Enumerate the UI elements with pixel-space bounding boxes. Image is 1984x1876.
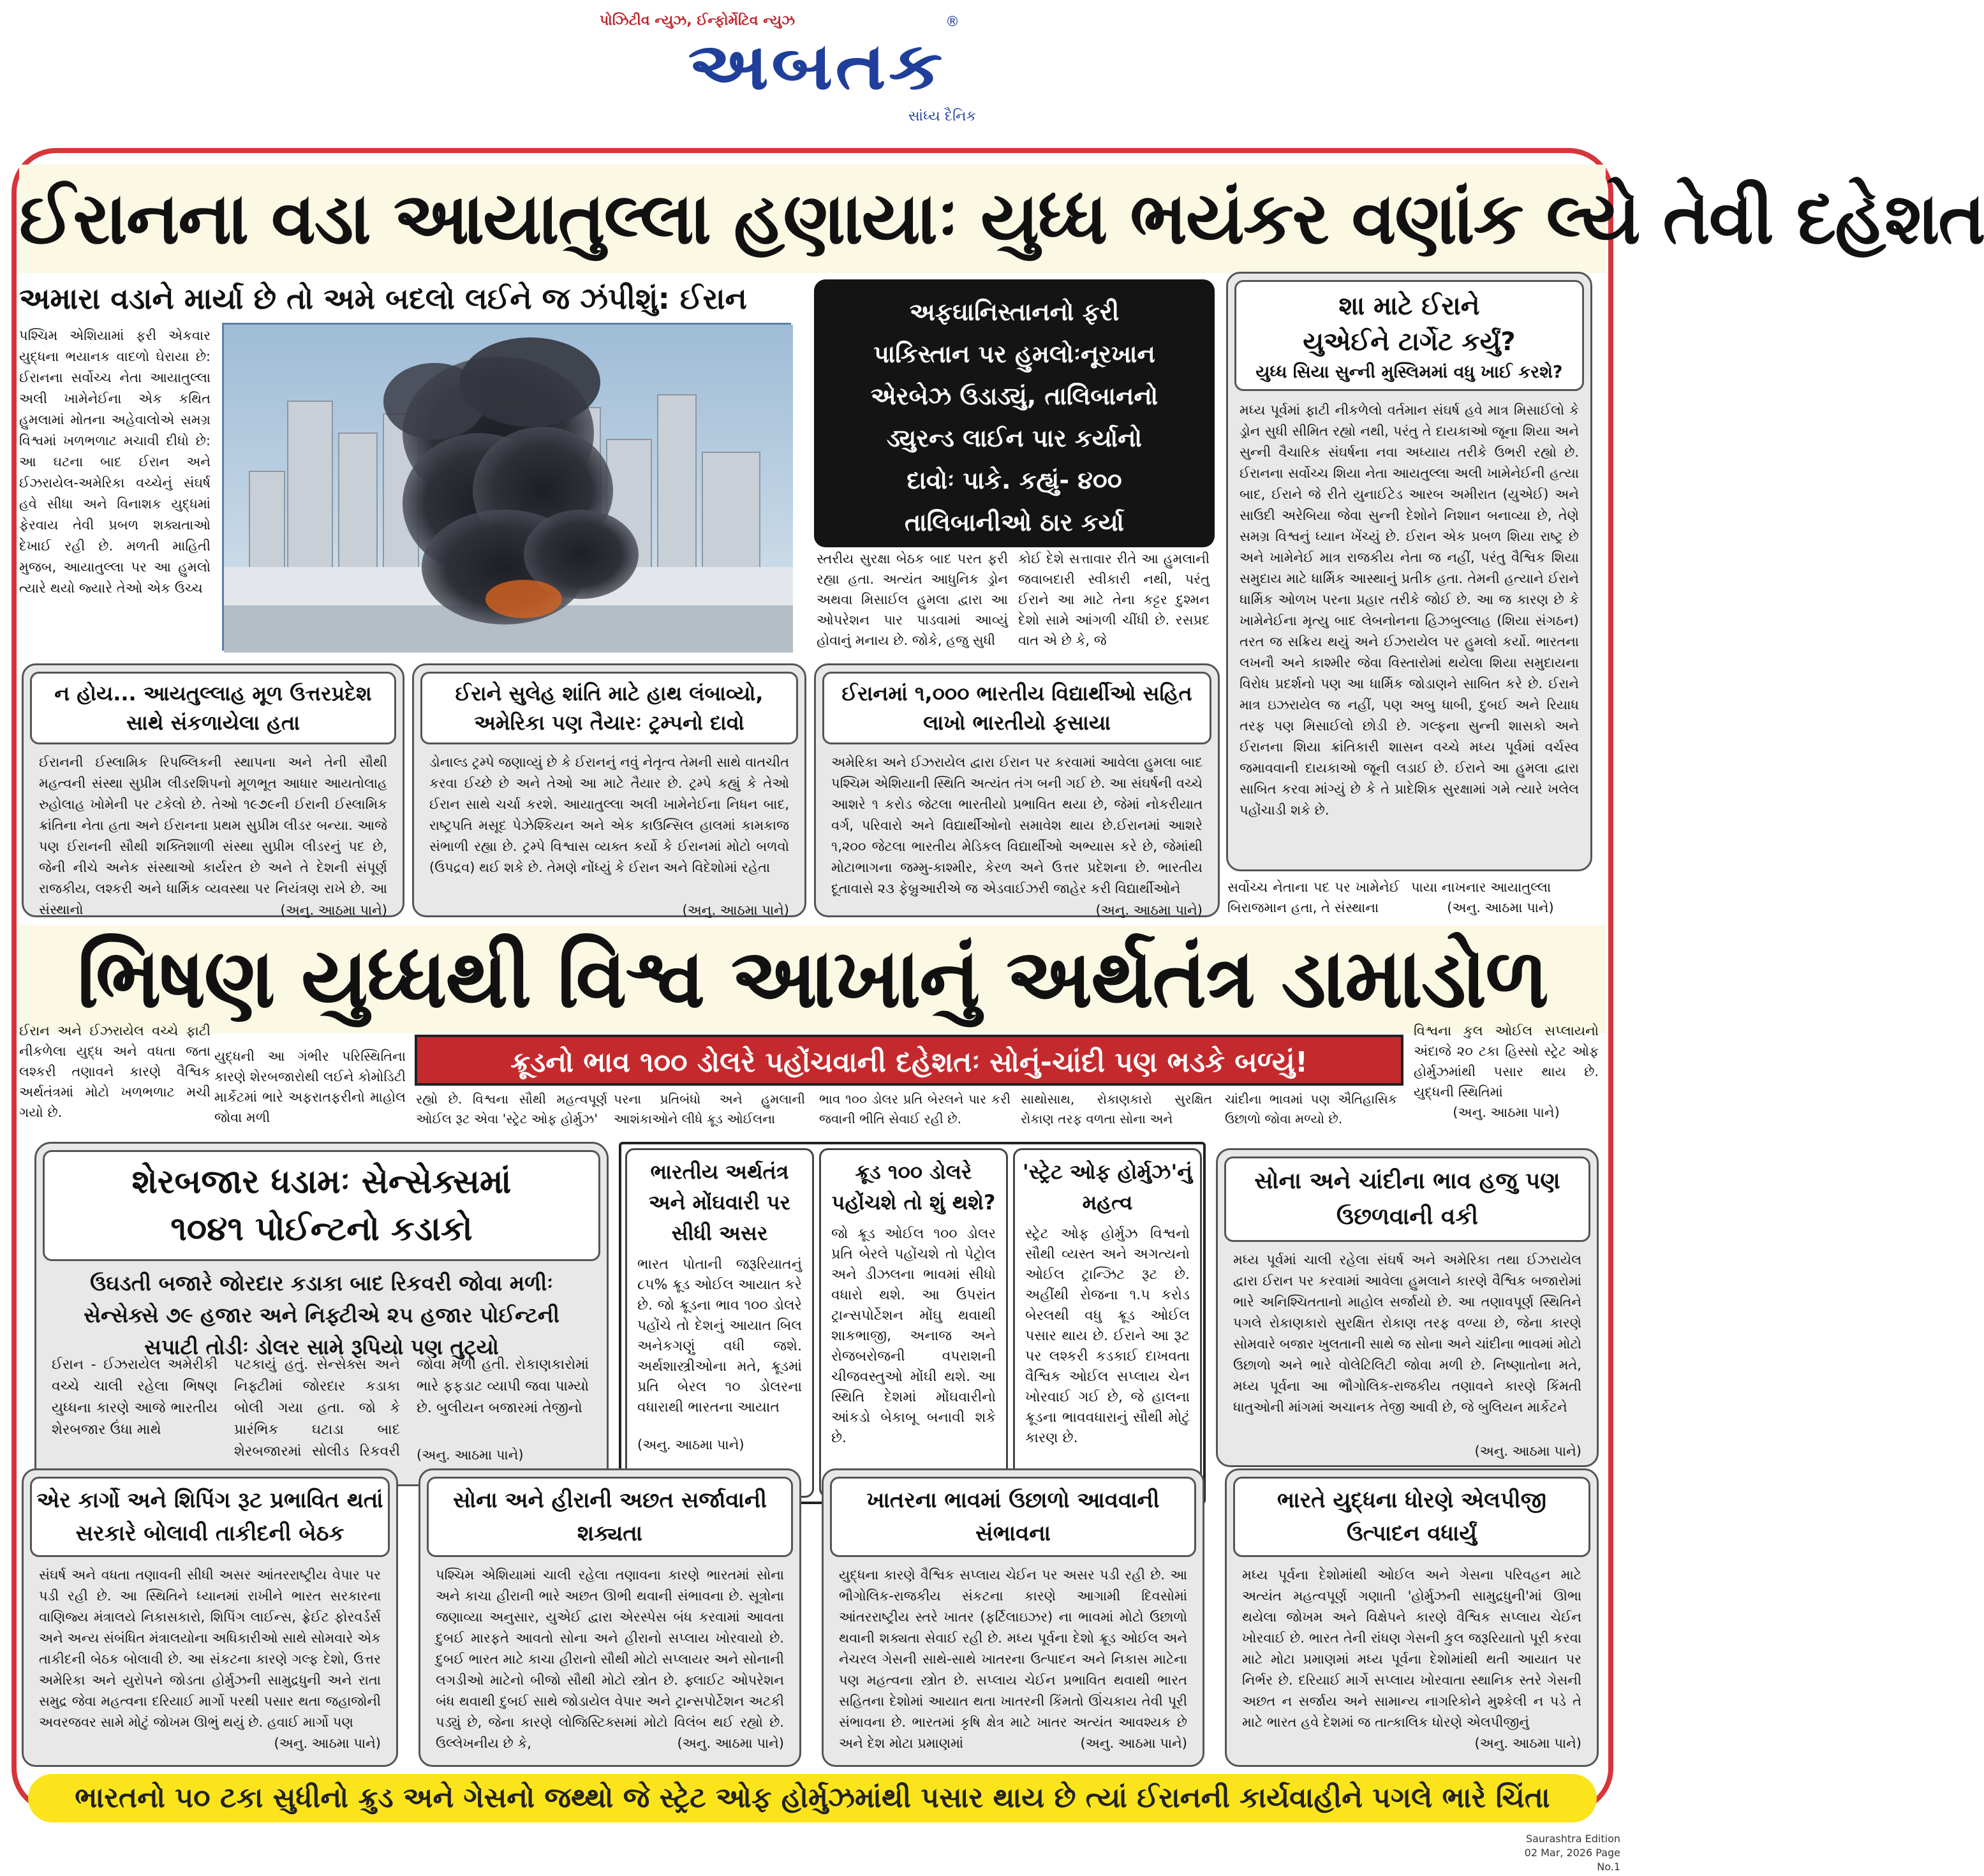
econ-column-3: રહ્યો છે. વિશ્વના સૌથી મહત્વપૂર્ણ ઓઈલ રૂટ એવા 'સ્ટ્રેટ ઓફ હોર્મુઝ' — [416, 1091, 607, 1126]
continued-note: (અનુ. આઠમા પાને) — [280, 903, 387, 918]
afghanistan-headline-line: અફઘાનિસ્તાનનો ફરી — [909, 298, 1120, 326]
air-cargo-text: સંઘર્ષ અને વધતા તણાવની સીધી અસર આંતરરાષ્ટ્રીય વેપાર પર પડી રહી છે. આ સ્થિતિને ધ્યાનમાં રાખીને ભારત સરકારના વાણિજ્ય મંત્રાલયે નિકાસકારો, શિપિંગ લાઈન્સ, ફ્રેઈટ ફોરવર્ડર્સ અને અન્ય સંબંધિત મંત્રાલયોના અધિકારીઓ સાથે સોમવારે એક તાકીદની બેઠક બોલાવી છે. આ સંકટના કારણે ગલ્ફ દેશો, ઉત્તર અમેરિકા અને યુરોપને જોડતા હોર્મુઝની સામુદ્રધુની અને રાતા સમુદ્ર જેવા મહત્વના દરિયાઈ માર્ગો પરથી પસાર થતા જહાજોની અવરજવર સામે મોટું જોખમ ઊભું થયું છે. હવાઈ માર્ગો પણ — [39, 1567, 381, 1730]
lead-column-2: સ્તરીય સુરક્ષા બેઠક બાદ પરત ફરી રહ્યા હતા. અત્યંત આધુનિક ડ્રોન અથવા મિસાઈલ હુમલા દ્વારા આ ઓપરેશન પાર પાડવામાં આવ્યું હોવાનું મનાય છે. જોકે, હજુ સુધી — [817, 551, 1008, 648]
indian-students-box — [814, 663, 1220, 917]
ayatollah-up-box — [22, 663, 404, 917]
edition-name: Saurashtra Edition — [1525, 1833, 1620, 1845]
continued-note: (અનુ. આઠમા પાને) — [417, 1447, 524, 1463]
continued-note: (અનુ. આઠમા પાને) — [1453, 1105, 1560, 1120]
uae-box-text: મધ્ય પૂર્વમાં ફાટી નીકળેલો વર્તમાન સંઘર્ષ હવે માત્ર મિસાઈલો કે ડ્રોન સુધી સીમિત રહ્યો નથી, પરંતુ તે દાયકાઓ જૂના શિયા અને સુન્ની વૈચારિક સંઘર્ષના નવા અધ્યાય તરીકે ઉભરી રહ્યો છે. ઈરાનના સર્વોચ્ચ શિયા નેતા આયતુલ્લા અલી ખામેનેઈની હત્યા બાદ, ઈરાને જે રીતે યુનાઈટેડ આરબ અમીરાત (યુએઈ) અને સાઉદી અરેબિયા જેવા સુન્ની દેશોને નિશાન બનાવ્યા છે, તેણે સમગ્ર વિશ્વનું ધ્યાન ખેંચ્યું છે. ઈરાન એક પ્રબળ શિયા રાષ્ટ્ર છે અને ખામેનેઈ માત્ર રાજકીય નેતા જ નહીં, પરંતુ વૈશ્વિક શિયા સમુદાય માટે ધાર્મિક આસ્થાનું પ્રતીક હતા. તેમની હત્યાને ઈરાને ધાર્મિક ઓળખ પરના પ્રહાર તરીકે જોઈ છે. આ જ કારણ છે કે ખામેનેઈના મૃત્યુ બાદ લેબનોનના હિઝબુલ્લાહ (શિયા સંગઠન) તરત જ સક્રિય થયું અને ઈઝરાયેલ પર હુમલો કર્યો. ભારતના લખનૌ અને કાશ્મીર જેવા વિસ્તારોમાં થયેલા શિયા સમુદાયના વિરોધ પ્રદર્શનો પણ આ ધાર્મિક જોડાણને સાબિત કરે છે. ઈરાને માત્ર ઇઝરાયેલ જ નહીં, પણ અબુ ધાબી, દુબઈ અને રિયાધ તરફ પણ મિસાઈલો છોડી છે. ગલ્ફના સુન્ની શાસકો અને ઈરાનના શિયા ક્રાંતિકારી શાસન વચ્ચે મધ્ય પૂર્વમાં વર્ચસ્વ જમાવવાની દાયકાઓ જૂની લડાઈ છે. ઈરાને આ હુમલા દ્વારા સાબિત કરવા માંગ્યું છે કે તે પ્રાદેશિક સુરક્ષામાં ગમે ત્યારે ખલેલ પહોંચાડી શકે છે. — [1240, 403, 1579, 818]
lead-column-5-text: પાયા નાખનાર આયાતુલ્લા — [1411, 880, 1551, 895]
uae-box-title-1: શા માટે ઈરાને — [1338, 292, 1480, 321]
indian-economy-text: ભારત પોતાની જરૂરિયાતનું ૮૫% ક્રૂડ ઓઈલ આયાત કરે છે. જો ક્રૂડના ભાવ ૧૦૦ ડોલરે પહોંચે તો દેશનું આયાત બિલ અનેકગણું વધી જશે. અર્થશાસ્ત્રીઓના મતે, ક્રૂડમાં પ્રતિ બેરલ ૧૦ ડોલરના વધારાથી ભારતના આયાત — [637, 1257, 802, 1415]
afghanistan-headline-line: ડ્યુરન્ડ લાઈન પાર કર્યાનો — [887, 424, 1142, 452]
lead-column-1: પશ્ચિમ એશિયામાં ફરી એકવાર યુદ્ધના ભયાનક વાદળો ઘેરાયા છે: ઈરાનના સર્વોચ્ચ નેતા આયાતુલ્લા અલી ખામેનેઈના એક કથિત હુમલામાં મોતના અહેવાલોએ સમગ્ર વિશ્વમાં ખળભળાટ મચાવી દીધો છે: આ ઘટના બાદ ઈરાન અને ઈઝરાયેલ-અમેરિકા વચ્ચેનું સંઘર્ષ હવે સીધા અને વિનાશક યુદ્ધમાં ફેરવાય તેવી પ્રબળ શક્યતાઓ દેખાઈ રહી છે. મળતી માહિતી મુજબ, આયાતુલ્લા પર આ હુમલો ત્યારે થયો જ્યારે તેઓ એક ઉચ્ચ — [19, 328, 211, 596]
afghanistan-headline-line: એરબેઝ ઉડાડ્યું, તાલિબાનનો — [870, 382, 1159, 410]
econ-column-7: ચાંદીના ભાવમાં પણ ઐતિહાસિક ઉછાળો જોવા મળ્યો છે. — [1225, 1091, 1397, 1126]
trump-claim-box — [412, 663, 806, 917]
sensex-subheadline: ઉઘડતી બજારે જોરદાર કડાકા બાદ રિકવરી જોવા મળીઃ સેન્સેક્સે ૭૯ હજાર અને નિફ્ટીએ ૨૫ હજાર પોઈન્ટની સપાટી તોડીઃ ડોલર સામે રૂપિયો પણ તુટ્યો — [84, 1271, 559, 1359]
lead-subheadline: અમારા વડાને માર્યા છે તો અમે બદલો લઈને જ ઝંપીશું: ઈરાન — [19, 281, 747, 316]
registered-mark: ® — [945, 14, 959, 30]
air-cargo-title: એર કાર્ગો અને શિપિંગ રૂટ પ્રભાવિત થતાં સરકારે બોલાવી તાકીદની બેઠક — [30, 1477, 390, 1557]
afghanistan-story-box — [814, 279, 1215, 547]
econ-column-1: ઈરાન અને ઈઝરાયેલ વચ્ચે ફાટી નીકળેલા યુદ્ધ અને વધતા જતા લશ્કરી તણાવને કારણે વૈશ્વિક અર્થતંત્રમાં મોટો ખળભળાટ મચી ગયો છે. — [19, 1023, 211, 1120]
fertilizer-box — [822, 1468, 1204, 1767]
lpg-production-title: ભારતે યુદ્ધના ધોરણે એલપીજી ઉત્પાદન વધાર્યું — [1233, 1477, 1590, 1557]
continued-note: (અનુ. આઠમા પાને) — [1095, 903, 1203, 918]
uae-box-title-2: યુએઈને ટાર્ગેટ કર્યું? — [1303, 327, 1516, 357]
sensex-title-2: ૧૦૪૧ પોઈન્ટનો કડાકો — [170, 1210, 473, 1248]
afghanistan-headline-line: દાવોઃ પાકે. કહ્યું- ૪૦૦ — [907, 466, 1122, 494]
economy-headline: ભિષણ યુધ્ધથી વિશ્વ આખાનું અર્થતંત્ર ડામાડોળ — [19, 925, 1606, 1033]
crude-100-title: ક્રૂડ ૧૦૦ ડોલરે પહોંચશે તો શું થશે? — [831, 1160, 996, 1215]
lpg-production-box — [1225, 1468, 1599, 1767]
afghanistan-headline-line: પાકિસ્તાન પર હુમલોઃનૂરખાન — [873, 340, 1155, 368]
fertilizer-title: ખાતરના ભાવમાં ઉછાળો આવવાની સંભાવના — [830, 1477, 1196, 1557]
crude-100-cell — [819, 1148, 1008, 1498]
indian-economy-title: ભારતીય અર્થતંત્ર અને મોંઘવારી પર સીધી અસર — [648, 1160, 791, 1245]
crude-impact-table — [619, 1142, 1206, 1504]
crude-100-text: જો ક્રૂડ ઓઈલ ૧૦૦ ડોલર પ્રતિ બેરલે પહોંચશે તો પેટ્રોલ અને ડીઝલના ભાવમાં સીધો વધારો થશે. આ ઉપરાંત ટ્રાન્સપોર્ટેશન મોંઘુ થવાથી શાકભાજી, અનાજ અને રોજબરોજની વપરાશની ચીજવસ્તુઓ મોંઘી થશે. આ સ્થિતિ દેશમાં મોંઘવારીનો આંકડો બેકાબૂ બનાવી શકે છે. — [831, 1226, 996, 1446]
hormuz-concern-banner: ભારતનો ૫૦ ટકા સુધીનો ક્રુડ અને ગેસનો જથ્થો જે સ્ટ્રેટ ઓફ હોર્મુઝમાંથી પસાર થાય છે ત્યાં ઈરાનની કાર્યવાહીને પગલે ભારે ચિંતા — [28, 1774, 1597, 1822]
continued-note: (અનુ. આઠમા પાને) — [637, 1437, 744, 1452]
lead-column-3: કોઈ દેશે સત્તાવાર રીતે આ હુમલાની જવાબદારી સ્વીકારી નથી, પરંતુ ઈરાને આ માટે તેના કટ્ટર દુશ્મન દેશો સામે આંગળી ચીંધી છે. રસપ્રદ વાત એ છે કે, જે — [1018, 551, 1210, 648]
newspaper-logo: અબતક — [688, 29, 945, 105]
continued-note: (અનુ. આઠમા પાને) — [677, 1736, 784, 1751]
sensex-col-3: જોવા મળી હતી. રોકાણકારોમાં ભારે ફફડાટ વ્યાપી જવા પામ્યો છે. બુલીયન બજારમાં તેજીનો — [417, 1357, 589, 1416]
uae-target-box — [1226, 272, 1592, 871]
hormuz-importance-text: સ્ટ્રેટ ઓફ હોર્મુઝ વિશ્વનો સૌથી વ્યસ્ત અને અગત્યનો ઓઈલ ટ્રાન્ઝિટ રૂટ છે. અહીંથી રોજના ૧.૫ કરોડ બેરલથી વધુ ક્રૂડ ઓઈલ પસાર થાય છે. ઈરાને આ રૂટ પર લશ્કરી કડકાઈ દાખવતા વૈશ્વિક ઓઈલ સપ્લાય ચેન ખોરવાઈ ગઈ છે, જે હાલના ક્રૂડના ભાવવધારાનું સૌથી મોટું કારણ છે. — [1025, 1226, 1190, 1446]
continued-note: (અનુ. આઠમા પાને) — [274, 1736, 381, 1751]
sensex-col-1: ઈરાન - ઈઝરાયેલ અમેરીકી વચ્ચે ચાલી રહેલા ભિષણ યુધ્ધના કારણે આજે ભારતીય શેરબજાર ઉંધા માથે — [52, 1357, 218, 1438]
smoke-photo-image — [224, 325, 793, 653]
lead-column-4: સર્વોચ્ચ નેતાના પદ પર ખામેનેઈ બિરાજમાન હતા, તે સંસ્થાના — [1227, 880, 1400, 915]
sensex-box — [34, 1142, 609, 1486]
indian-students-text: અમેરિકા અને ઈઝરાયેલ દ્વારા ઈરાન પર કરવામાં આવેલા હુમલા બાદ પશ્ચિમ એશિયાની સ્થિતિ અત્યંત તંગ બની ગઈ છે. આ સંઘર્ષની વચ્ચે આશરે ૧ કરોડ જેટલા ભારતીયો પ્રભાવિત થયા છે, જેમાં નોકરીયાત વર્ગ, પરિવારો અને વિદ્યાર્થીઓનો સમાવેશ થાય છે.ઈરાનમાં આશરે ૧,૨૦૦ જેટલા ભારતીય મેડિકલ વિદ્યાર્થીઓ અભ્યાસ કરે છે, જેમાંથી મોટાભાગના જમ્મુ-કાશ્મીર, કેરળ અને ઉત્તર પ્રદેશના છે. ભારતીય દૂતાવાસે ૨૩ ફેબ્રુઆરીએ જ એડવાઈઝરી જાહેર કરી વિદ્યાર્થીઓને — [831, 755, 1203, 896]
sensex-col-2: પટકાયું હતું. સેન્સેક્સ અને નિફ્ટીમાં જોરદાર કડાકા બોલી ગયા હતા. જો કે પ્રારંભિક ઘટાડા બાદ શેરબજારમાં સોલીડ રિકવરી — [234, 1357, 400, 1459]
diamond-shortage-box — [418, 1468, 801, 1767]
econ-column-4: પરના પ્રતિબંધો અને હુમલાની આશંકાઓને લીધે ક્રૂડ ઓઈલના — [614, 1091, 805, 1126]
indian-economy-cell — [625, 1148, 814, 1498]
edition-footer — [1499, 1832, 1620, 1874]
econ-column-8 — [1414, 1021, 1599, 1135]
edition-type: સાંધ્ય દૈનિક — [908, 108, 976, 124]
diamond-shortage-title: સોના અને હીરાની અછત સર્જાવાની શક્યતા — [427, 1477, 793, 1557]
edition-date-page: 02 Mar, 2026 Page No.1 — [1524, 1847, 1620, 1873]
ayatollah-up-title: ન હોય... આયતુલ્લાહ મૂળ ઉત્તરપ્રદેશ સાથે સંકળાયેલા હતા — [30, 672, 396, 744]
diamond-shortage-text: પશ્ચિમ એશિયામાં ચાલી રહેલા તણાવના કારણે ભારતમાં સોના અને કાચા હીરાની ભારે અછત ઊભી થવાની સંભાવના છે. સૂત્રોના જણાવ્યા અનુસાર, યુએઈ દ્વારા એરસ્પેસ બંધ કરવામાં આવતા દુબઈ મારફતે આવતો સોના અને હીરાનો સપ્લાય ખોરવાયો છે. દુબઈ ભારત માટે કાચા હીરાનો સૌથી મોટો સપ્લાયર અને સોનાની લગડીઓ માટેનો બીજો સૌથી મોટો સ્ત્રોત છે. ફ્લાઈટ ઓપરેશન બંધ થવાથી દુબઈ સાથે જોડાયેલ વેપાર અને ટ્રાન્સપોર્ટેશન અટકી પડ્યું છે, જેના કારણે લોજિસ્ટિક્સમાં મોટો વિલંબ થઈ રહ્યો છે. ઉલ્લેખનીય છે કે, — [436, 1567, 784, 1751]
main-headline: ઈરાનના વડા આયાતુલ્લા હણાયાઃ યુધ્ધ ભયંકર વણાંક લ્યે તેવી દહેશત — [19, 165, 1606, 273]
econ-column-5: ભાવ ૧૦૦ ડોલર પ્રતિ બેરલને પાર કરી જવાની ભીતિ સેવાઈ રહી છે. — [819, 1091, 1011, 1126]
masthead-tagline: પોઝિટીવ ન્યુઝ, ઈન્ફોર્મેટિવ ન્યુઝ — [600, 13, 796, 29]
afghanistan-headline-line: તાલિબાનીઓ ઠાર કર્યા — [905, 508, 1124, 536]
air-cargo-box — [22, 1468, 398, 1767]
sensex-title-block — [43, 1150, 600, 1261]
econ-column-8-text: વિશ્વના કુલ ઓઈલ સપ્લાયનો અંદાજે ૨૦ ટકા હિસ્સો સ્ટ્રેટ ઓફ હોર્મુઝમાંથી પસાર થાય છે. યુદ્ધની સ્થિતિમાં — [1414, 1023, 1599, 1100]
continued-note: (અનુ. આઠમા પાને) — [682, 903, 789, 918]
sensex-title-1: શેરબજાર ધડામઃ સેન્સેક્સમાં — [131, 1163, 512, 1201]
gold-silver-title: સોના અને ચાંદીના ભાવ હજુ પણ ઉછળવાની વકી — [1224, 1156, 1590, 1242]
smoke-photo — [222, 323, 791, 651]
trump-claim-text: ડોનાલ્ડ ટ્રમ્પે જણાવ્યું છે કે ઈરાનનું નવું નેતૃત્વ તેમની સાથે વાતચીત કરવા ઈચ્છે છે અને તેઓ આ માટે તૈયાર છે. ટ્રમ્પે કહ્યું કે તેઓ ઈરાન સાથે ચર્ચા કરશે. આયાતુલ્લા અલી ખામેનેઈના નિધન બાદ, રાષ્ટ્રપતિ મસૂદ પેઝેશ્કિયન અને એક કાઉન્સિલ હાલમાં કામકાજ સંભાળી રહ્યા છે. ટ્રમ્પે વિશ્વાસ વ્યક્ત કર્યો કે ઈરાનમાં મોટો બળવો (ઉપદ્રવ) થઈ શકે છે. તેમણે નોંધ્યું કે ઈરાન અને વિદેશોમાં રહેતા — [429, 755, 789, 875]
continued-note: (અનુ. આઠમા પાને) — [1447, 900, 1554, 915]
ayatollah-up-text: ઈરાનની ઈસ્લામિક રિપબ્લિકની સ્થાપના અને તેની સૌથી મહત્વની સંસ્થા સુપ્રીમ લીડરશિપનો મૂળભૂત આધાર આયતોલાહ રુહોલાહ ખોમેની પર ટકેલો છે. તેઓ ૧૯૭૯ની ઈરાની ઈસ્લામિક ક્રાંતિના નેતા હતા અને ઈરાનના પ્રથમ સુપ્રીમ લીડર બન્યા. આજે પણ ઈરાનની સૌથી શક્તિશાળી સંસ્થા સુપ્રીમ લીડરનું પદ છે, જેની નીચે અનેક સંસ્થાઓ કાર્યરત છે અને તે દેશની સંપૂર્ણ રાજકીય, લશ્કરી અને ધાર્મિક વ્યવસ્થા પર નિયંત્રણ રાખે છે. આ સંસ્થાનો — [39, 755, 387, 917]
indian-students-title: ઈરાનમાં ૧,૦૦૦ ભારતીય વિદ્યાર્થીઓ સહિત લાખો ભારતીયો ફસાયા — [822, 672, 1211, 744]
gold-silver-text: મધ્ય પૂર્વમાં ચાલી રહેલા સંઘર્ષ અને અમેરિકા તથા ઈઝરાયેલ દ્વારા ઈરાન પર કરવામાં આવેલા હુમલાને કારણે વૈશ્વિક બજારોમાં ભારે અનિશ્ચિતતાનો માહોલ સર્જાયો છે. આ તણાવપૂર્ણ સ્થિતિને પગલે રોકાણકારો સુરક્ષિત રોકાણ તરફ વળ્યા છે, જેના કારણે સોમવારે બજાર ખુલતાની સાથે જ સોના અને ચાંદીના ભાવમાં મોટો ઉછાળો અને ભારે વોલેટિલિટી જોવા મળી છે. નિષ્ણાતોના મતે, મધ્ય પૂર્વના આ ભૌગોલિક-રાજકીય તણાવને કારણે કિંમતી ધાતુઓની માંગમાં અચાનક તેજી આવી છે, જે બુલિયન માર્કેટને — [1233, 1252, 1581, 1415]
continued-note: (અનુ. આઠમા પાને) — [1080, 1736, 1187, 1751]
lpg-production-text: મધ્ય પૂર્વના દેશોમાંથી ઓઈલ અને ગેસના પરિવહન માટે અત્યંત મહત્વપૂર્ણ ગણાતી 'હોર્મુઝની સામુદ્રધુની'માં ઊભા થયેલા જોખમ અને વિક્ષેપને કારણે વૈશ્વિક સપ્લાય ચેઈન ખોરવાઈ છે. ભારત તેની રાંધણ ગેસની કુલ જરૂરિયાતો પૂરી કરવા માટે મોટા પ્રમાણમાં મધ્ય પૂર્વના દેશોમાંથી થતી આયાત પર નિર્ભર છે. દરિયાઈ માર્ગે સપ્લાય ખોરવાતા સ્થાનિક સ્તરે ગેસની અછત ન સર્જાય અને સામાન્ય નાગરિકોને મુશ્કેલી ન પડે તે માટે ભારત હવે દેશમાં જ તાત્કાલિક ધોરણે એલપીજીનું — [1242, 1567, 1581, 1730]
trump-claim-title: ઈરાને સુલેહ શાંતિ માટે હાથ લંબાવ્યો, અમેરિકા પણ તૈયારઃ ટ્રમ્પનો દાવો — [420, 672, 798, 744]
gold-silver-box — [1216, 1148, 1599, 1467]
crude-strap: ક્રૂડનો ભાવ ૧૦૦ ડોલરે પહોંચવાની દહેશતઃ સોનું-ચાંદી પણ ભડકે બળ્યું! — [415, 1035, 1403, 1086]
econ-column-6: સાથોસાથ, રોકાણકારો સુરક્ષિત રોકાણ તરફ વળતા સોના અને — [1021, 1091, 1212, 1126]
continued-note: (અનુ. આઠમા પાને) — [1474, 1444, 1581, 1459]
hormuz-importance-cell — [1013, 1148, 1202, 1498]
fertilizer-text: યુદ્ધના કારણે વૈશ્વિક સપ્લાય ચેઈન પર અસર પડી રહી છે. આ ભૌગોલિક-રાજકીય સંકટના કારણે આગામી દિવસોમાં આંતરરાષ્ટ્રીય સ્તરે ખાતર (ફર્ટિલાઇઝર) ના ભાવમાં મોટો ઉછાળો થવાની શક્યતા સેવાઈ રહી છે. મધ્ય પૂર્વના દેશો ક્રૂડ ઓઈલ અને નેચરલ ગેસની સાથે-સાથે ખાતરના ઉત્પાદન અને નિકાસ માટેના પણ મહત્વના સ્ત્રોત છે. સપ્લાય ચેઈન પ્રભાવિત થવાથી ભારત સહિતના દેશોમાં આયાત થતા ખાતરની કિંમતો ઊંચકાય તેવી પૂરી સંભાવના છે. ભારતમાં કૃષિ ક્ષેત્ર માટે ખાતર અત્યંત આવશ્યક છે અને દેશ મોટા પ્રમાણમાં — [839, 1567, 1187, 1751]
econ-column-2: યુદ્ધની આ ગંભીર પરિસ્થિતિના કારણે શેરબજારોથી લઈને કોમોડિટી માર્કેટમાં ભારે અફરાતફરીનો માહોલ જોવા મળી — [214, 1049, 406, 1125]
uae-box-subtitle: યુધ્ધ સિયા સુન્ની મુસ્લિમમાં વધુ ખાઈ કરશે? — [1255, 362, 1563, 382]
lead-column-5 — [1411, 877, 1590, 922]
continued-note: (અનુ. આઠમા પાને) — [1474, 1736, 1581, 1751]
hormuz-importance-title: 'સ્ટ્રેટ ઓફ હોર્મુઝ'નું મહત્વ — [1022, 1160, 1193, 1215]
